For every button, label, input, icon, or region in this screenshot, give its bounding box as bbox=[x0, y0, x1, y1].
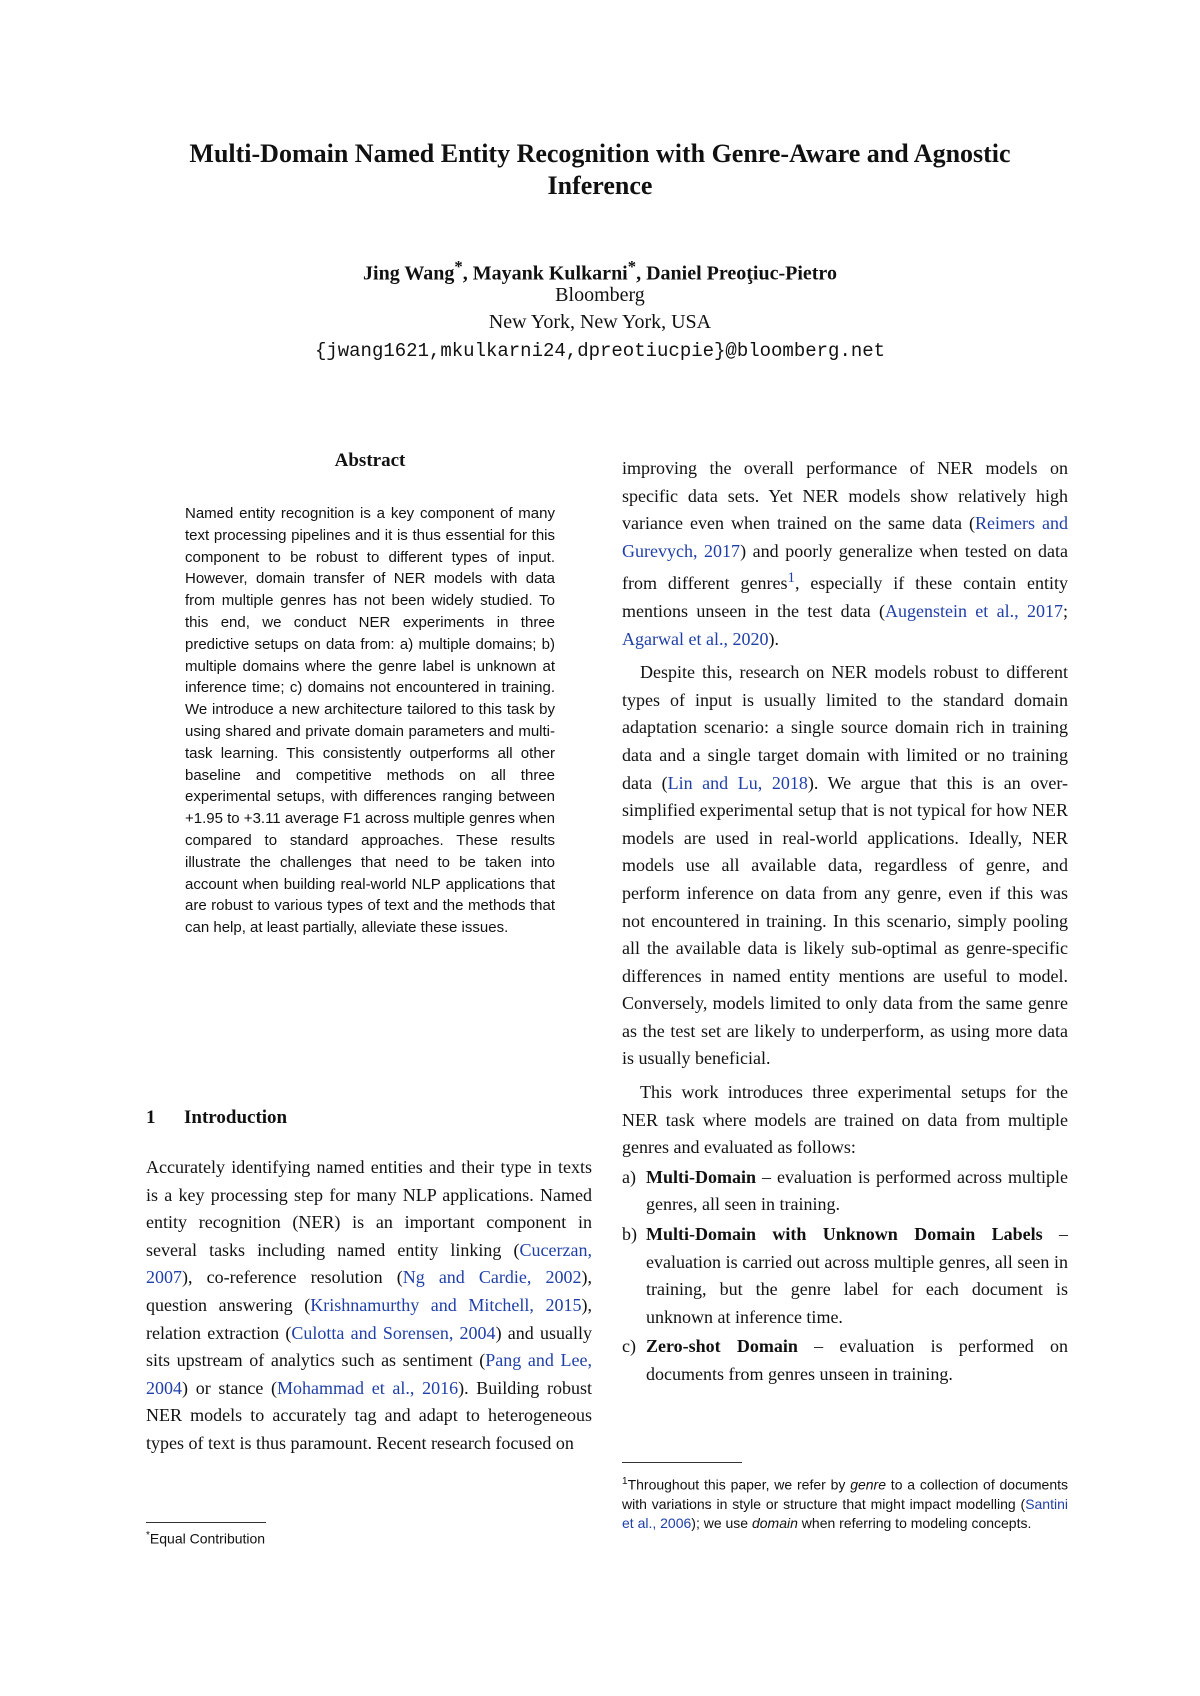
author-emails: {jwang1621,mkulkarni24,dpreotiucpie}@bloomberg.net bbox=[314, 340, 886, 362]
citation-link[interactable]: Augenstein et al., 2017 bbox=[884, 600, 1063, 621]
abstract-heading: Abstract bbox=[334, 450, 406, 471]
text-span: ) or stance ( bbox=[182, 1377, 278, 1398]
text-span: ; bbox=[1062, 600, 1068, 621]
text-span: ); we use bbox=[691, 1514, 752, 1531]
section-title: Introduction bbox=[184, 1107, 288, 1128]
text-span: , especially if these contain entity mentions unseen in the test data ( bbox=[622, 573, 1068, 621]
citation-link[interactable]: Mohammad et al., 2016 bbox=[277, 1377, 459, 1398]
text-span: ). Building robust NER models to accurately tag and adapt to heterogeneous types of text is thus paramount. Recent research focused on bbox=[146, 1377, 592, 1453]
list-marker: c) bbox=[622, 1336, 636, 1357]
footnote-equal-contribution bbox=[146, 1530, 592, 1547]
list-item bbox=[622, 1221, 1068, 1331]
emphasis: domain bbox=[751, 1514, 798, 1531]
footnote-mark: * bbox=[146, 1530, 150, 1541]
author-name: Jing Wang bbox=[363, 262, 455, 285]
footnote-genre bbox=[622, 1472, 1068, 1533]
citation-link[interactable]: Pang and Lee, 2004 bbox=[146, 1350, 593, 1398]
list-item-text: – evaluation is performed on documents from genres unseen in training. bbox=[646, 1336, 1068, 1384]
text-span: Throughout this paper, we refer by bbox=[627, 1476, 851, 1493]
list-item bbox=[622, 1164, 1068, 1219]
list-item-body bbox=[646, 1221, 1068, 1331]
text-span: when referring to modeling concepts. bbox=[797, 1514, 1032, 1531]
citation-link[interactable]: Agarwal et al., 2020 bbox=[622, 628, 769, 649]
footnote-divider bbox=[146, 1522, 266, 1523]
text-span: improving the overall performance of NER models on specific data sets. Yet NER models show relatively high variance even when trained on the same data ( bbox=[622, 458, 1068, 534]
section-number: 1 bbox=[146, 1107, 156, 1128]
text-span: ) and usually sits upstream of analytics such as sentiment ( bbox=[146, 1322, 592, 1371]
footnote-mark: 1 bbox=[622, 1476, 628, 1487]
list-item-text: – evaluation is performed across multiple genres, all seen in training. bbox=[646, 1166, 1068, 1215]
author-name: Mayank Kulkarni bbox=[472, 262, 628, 285]
text-span: ), question answering ( bbox=[146, 1267, 592, 1315]
list-item-term: Multi-Domain bbox=[646, 1166, 756, 1187]
intro-paragraph bbox=[146, 1154, 592, 1458]
text-span: ). We argue that this is an over-simplified experimental setup that is not typical for how NER models are used in real-world applications. Ideally, NER models use all available data, regardless of genre, and perform inference on data from any genre, even if this was not encountered in training. In this scenario, simply pooling all the available data is likely sub-optimal as genre-specific differences in named entity mentions are useful to model. Conversely, models limited to only data from the same genre as the test set are likely to underperform, as using more data is usually beneficial. bbox=[622, 772, 1068, 1069]
text-span: ), co-reference resolution ( bbox=[182, 1267, 403, 1288]
emphasis: genre bbox=[850, 1476, 886, 1493]
section-heading-introduction bbox=[146, 1107, 287, 1129]
text-span: ) and poorly generalize when tested on data from different genres bbox=[622, 540, 1068, 594]
citation-link[interactable]: Lin and Lu, 2018 bbox=[667, 772, 808, 793]
list-item-text: – evaluation is carried out across multiple genres, all seen in training, but the genre label for each document is unknown at inference time. bbox=[646, 1224, 1068, 1327]
citation-link[interactable]: Reimers and Gurevych, 2017 bbox=[622, 513, 1068, 561]
list-item-term: Zero-shot Domain bbox=[646, 1336, 798, 1357]
paragraph bbox=[622, 659, 1068, 1073]
citation-link[interactable]: Santini et al., 2006 bbox=[622, 1495, 1068, 1531]
text-span: to a collection of documents with variations in style or structure that might impact modelling ( bbox=[622, 1476, 1069, 1512]
citation-link[interactable]: Ng and Cardie, 2002 bbox=[402, 1267, 582, 1288]
abstract-text: Named entity recognition is a key component of many text processing pipelines and it is thus essential for this component to be robust to different types of input. However, domain transfer of NER models with data from multiple genres has not been widely studied. To this end, we conduct NER experiments in three predictive setups on data from: a) multiple domains; b) multiple domains where the genre label is unknown at inference time; c) domains not encountered in training. We introduce a new architecture tailored to this task by using shared and private domain parameters and multi-task learning. This consistently outperforms all other baseline and competitive methods on all three experimental setups, with differences ranging between +1.95 to +3.11 average F1 across multiple genres when compared to standard approaches. These results illustrate the challenges that need to be taken into account when building real-world NLP applications that are robust to various types of text and the methods that can help, at least partially, alleviate these issues. bbox=[185, 505, 555, 937]
citation-link[interactable]: Culotta and Sorensen, 2004 bbox=[291, 1322, 496, 1343]
footnote-divider bbox=[622, 1462, 742, 1463]
author-name: Daniel Preoţiuc-Pietro bbox=[646, 262, 837, 285]
right-column bbox=[622, 455, 1068, 1389]
paragraph bbox=[622, 455, 1068, 653]
footnote-reference[interactable]: 1 bbox=[787, 570, 795, 587]
citation-link[interactable]: Krishnamurthy and Mitchell, 2015 bbox=[310, 1294, 582, 1315]
text-span: ). bbox=[768, 628, 779, 649]
list-marker: b) bbox=[622, 1224, 637, 1245]
footnote-text: Equal Contribution bbox=[149, 1530, 266, 1547]
text-span: Despite this, research on NER models robust to different types of input is usually limited to the standard domain adaptation scenario: a single source domain rich in training data and a single target domain with limited or no training data ( bbox=[622, 662, 1068, 793]
location: New York, New York, USA bbox=[488, 311, 712, 333]
author-list: Jing Wang*, Mayank Kulkarni*, Daniel Preoţiuc-Pietro bbox=[363, 257, 837, 285]
list-item-term: Multi-Domain with Unknown Domain Labels bbox=[646, 1224, 1043, 1245]
text-span: ), relation extraction ( bbox=[146, 1294, 593, 1343]
list-item-body bbox=[646, 1164, 1068, 1219]
list-marker: a) bbox=[622, 1166, 636, 1187]
setup-list bbox=[622, 1164, 1068, 1389]
list-item bbox=[622, 1333, 1068, 1388]
paragraph: This work introduces three experimental setups for the NER task where models are trained on data from multiple genres and evaluated as follows: bbox=[622, 1082, 1068, 1158]
paper-title: Multi-Domain Named Entity Recognition with Genre-Aware and Agnostic Inference bbox=[189, 139, 1011, 200]
citation-link[interactable]: Cucerzan, 2007 bbox=[146, 1239, 592, 1288]
list-item-body bbox=[646, 1333, 1068, 1388]
affiliation: Bloomberg bbox=[555, 284, 645, 306]
text-span: Accurately identifying named entities and their type in texts is a key processing step for many NLP applications. Named entity recognition (NER) is an important component in several tasks including named entity linking ( bbox=[146, 1157, 592, 1260]
equal-contribution-mark: * bbox=[454, 257, 463, 276]
equal-contribution-mark: * bbox=[627, 257, 637, 276]
